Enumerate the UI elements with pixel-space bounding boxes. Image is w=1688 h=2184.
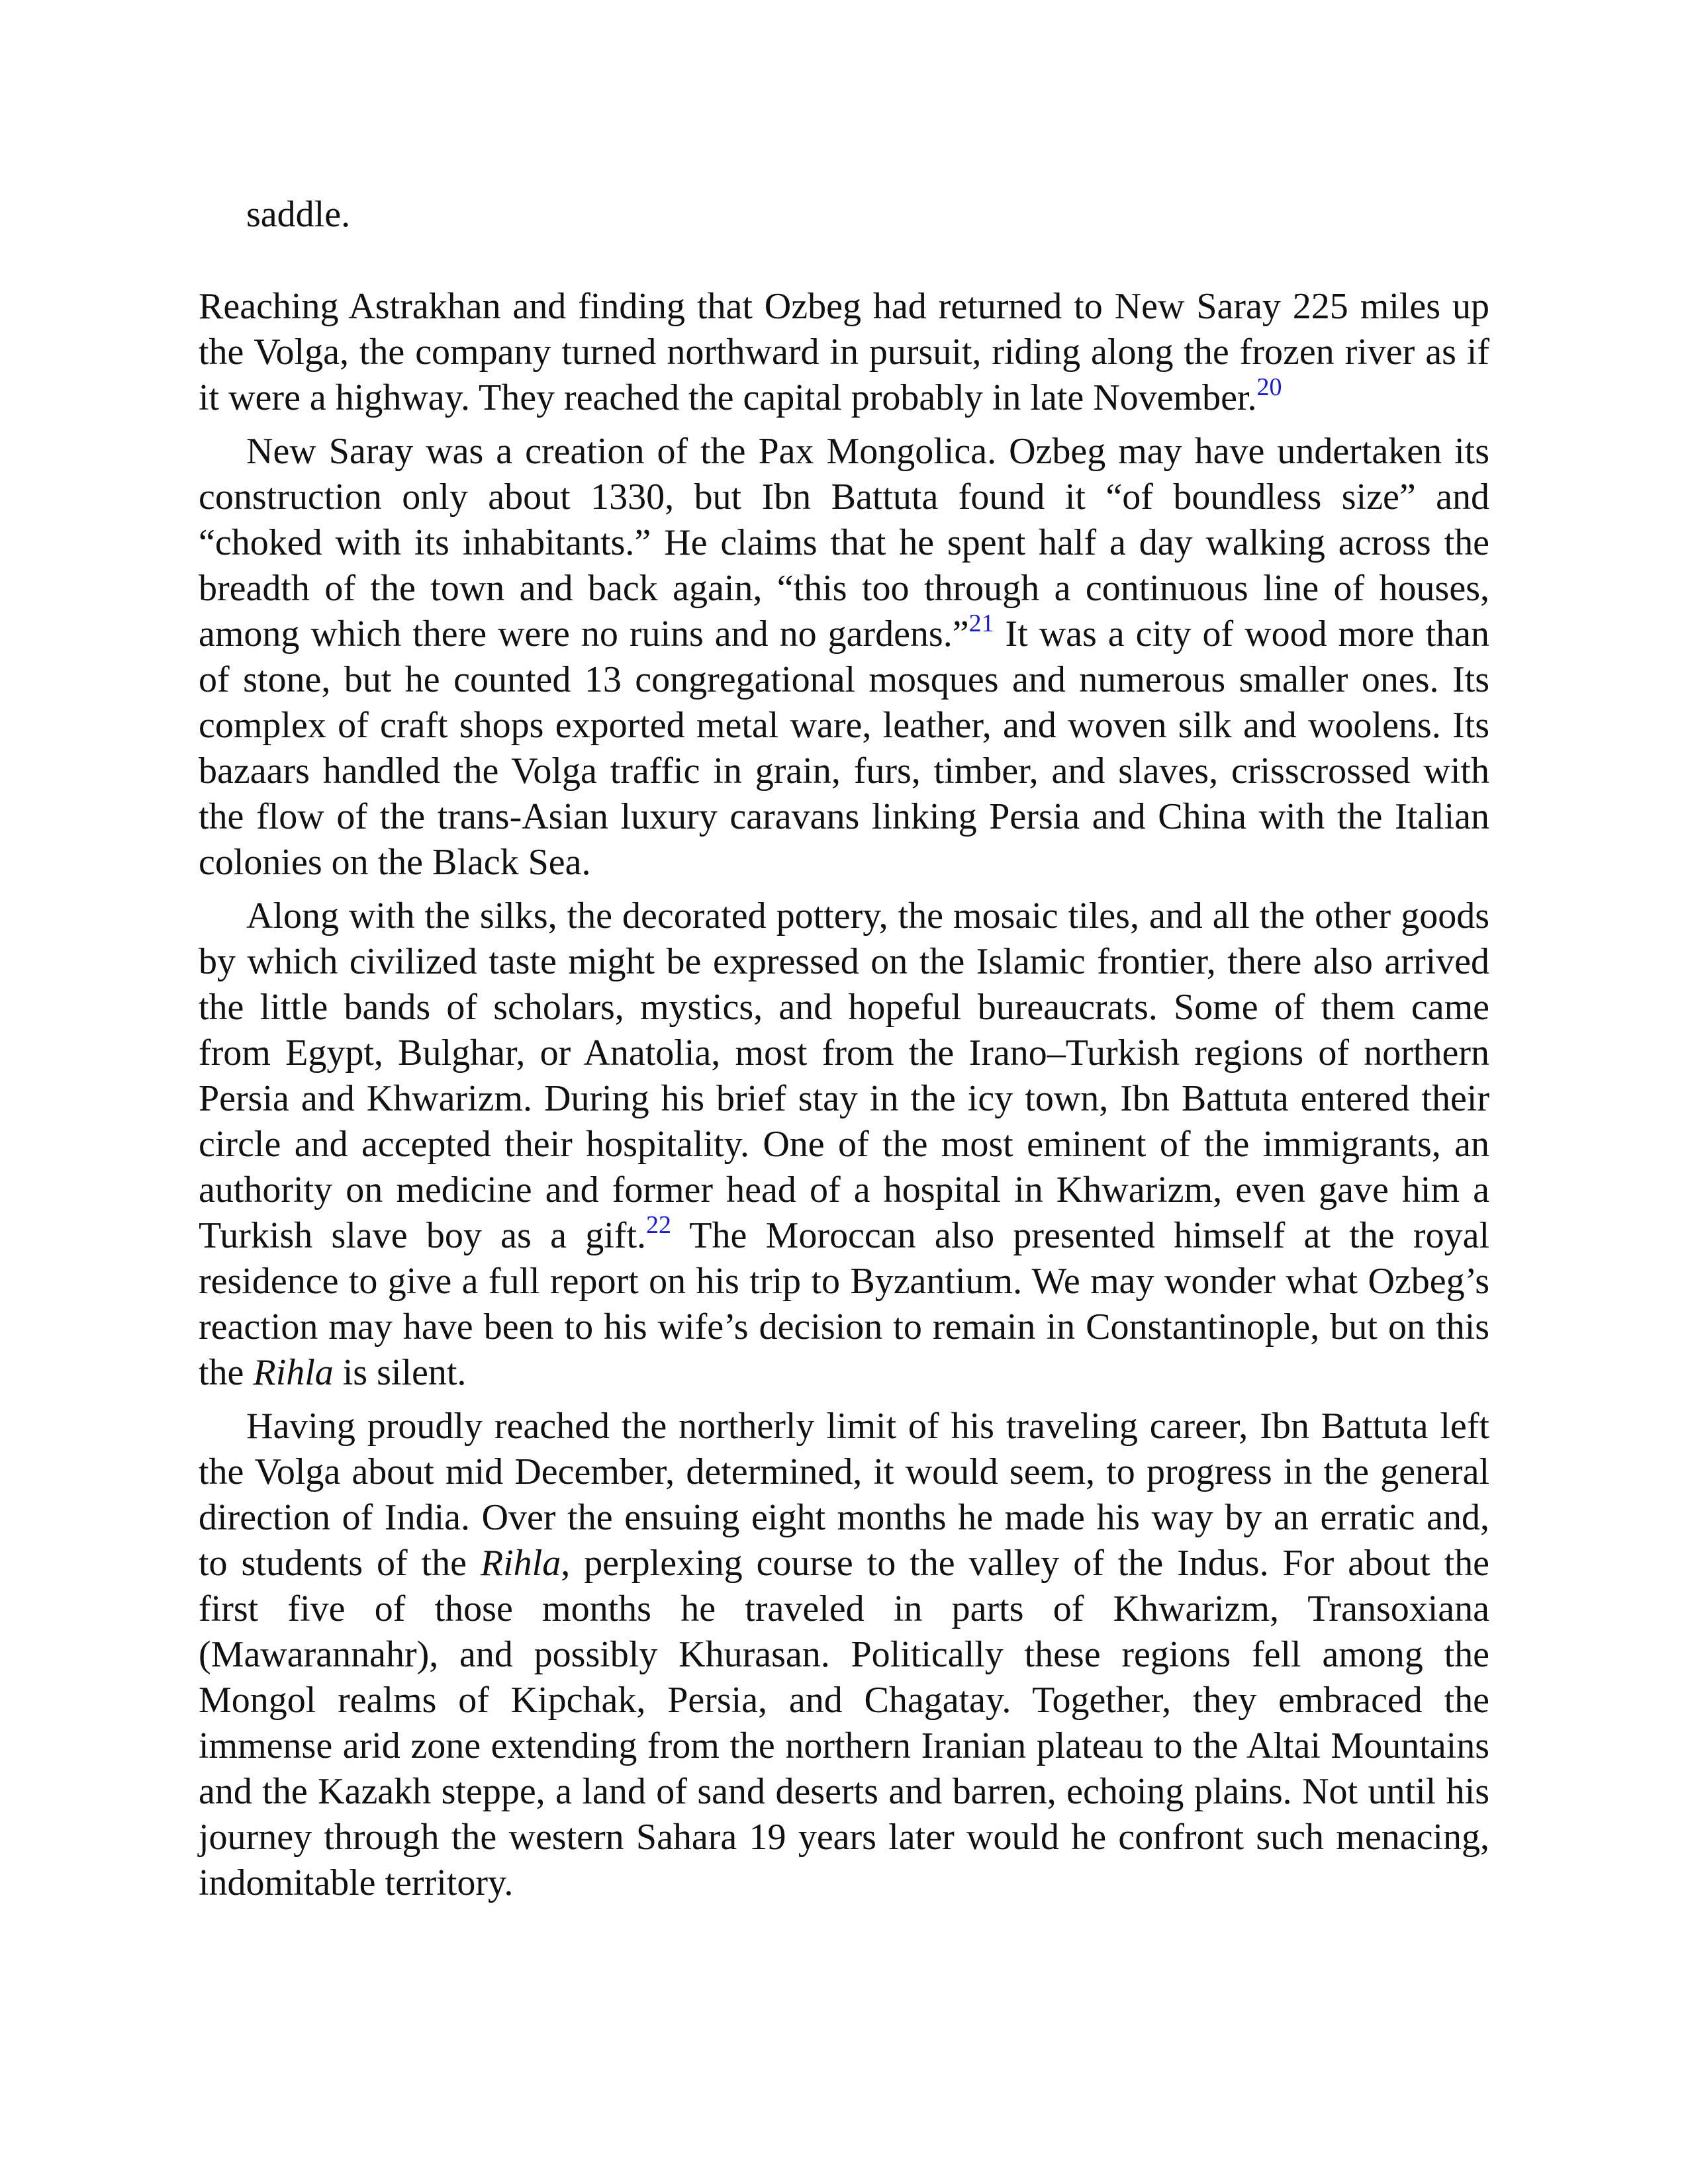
paragraph-text: Reaching Astrakhan and finding that Ozbeg had returned to New Saray 225 miles up the Volga, the company turned northward in pursuit, riding along the frozen river as if it were a highway. They reached the capital probably in late November. xyxy=(199,286,1489,418)
paragraph-text: The Moroccan also presented himself at the royal residence to give a full report on his trip to Byzantium. We may wonder what Ozbeg’s reaction may have been to his wife’s decision to remain in Constantinople, but on this the xyxy=(199,1215,1489,1393)
page-body xyxy=(199,192,1489,1906)
paragraph-text: saddle. xyxy=(246,194,351,235)
paragraph-volga-departure xyxy=(199,1404,1489,1906)
paragraph-text: Having proudly reached the northerly limit of his traveling career, Ibn Battuta left the Volga about mid December, determined, it would seem, to progress in the general direction of India. Over the ensuing eight months he made his way by an erratic and, to students of the xyxy=(199,1406,1489,1584)
paragraph-text: is silent. xyxy=(333,1352,467,1393)
footnote-ref-21[interactable]: 21 xyxy=(968,610,994,637)
paragraph-astrakhan xyxy=(199,284,1489,421)
book-title-italic: Rihla xyxy=(480,1543,561,1584)
paragraph-text: It was a city of wood more than of stone, but he counted 13 congregational mosques and numerous smaller ones. Its complex of craft shops exported metal ware, leather, and woven silk and woolens. Its bazaars handled the Volga traffic in grain, furs, timber, and slaves, crisscrossed with the flow of the trans-Asian luxury caravans linking Persia and China with the Italian colonies on the Black Sea. xyxy=(199,614,1489,883)
footnote-ref-20[interactable]: 20 xyxy=(1256,373,1282,401)
paragraph-text: , perplexing course to the valley of the Indus. For about the first five of those months he traveled in parts of Khwarizm, Transoxiana (Mawarannahr), and possibly Khurasan. Politically these regions fell among the Mongol realms of Kipchak, Persia, and Chagatay. Together, they embraced the immense arid zone extending from the northern Iranian plateau to the Altai Mountains and the Kazakh steppe, a land of sand deserts and barren, echoing plains. Not until his journey through the western Sahara 19 years later would he confront such menacing, indomitable territory. xyxy=(199,1543,1489,1903)
paragraph-text: New Saray was a creation of the Pax Mongolica. Ozbeg may have undertaken its construction only about 1330, but Ibn Battuta found it “of boundless size” and “choked with its inhabitants.” He claims that he spent half a day walking across the breadth of the town and back again, “this too through a continuous line of houses, among which there were no ruins and no gardens.” xyxy=(199,431,1489,655)
paragraph-scholars xyxy=(199,893,1489,1396)
paragraph-new-saray xyxy=(199,429,1489,886)
footnote-ref-22[interactable]: 22 xyxy=(646,1211,672,1239)
paragraph-continuation xyxy=(199,192,1489,238)
paragraph-text: Along with the silks, the decorated pottery, the mosaic tiles, and all the other goods by which civilized taste might be expressed on the Islamic frontier, there also arrived the little bands of scholars, mystics, and hopeful bureaucrats. Some of them came from Egypt, Bulghar, or Anatolia, most from the Irano–Turkish regions of northern Persia and Khwarizm. During his brief stay in the icy town, Ibn Battuta entered their circle and accepted their hospitality. One of the most eminent of the immigrants, an authority on medicine and former head of a hospital in Khwarizm, even gave him a Turkish slave boy as a gift. xyxy=(199,895,1489,1256)
book-title-italic: Rihla xyxy=(253,1352,334,1393)
